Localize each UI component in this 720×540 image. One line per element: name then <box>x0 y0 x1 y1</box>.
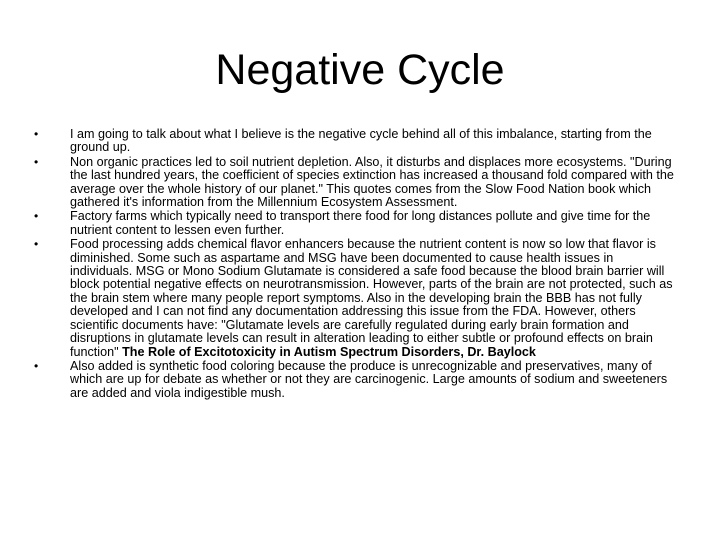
bullet-item-5 <box>34 360 674 400</box>
bullet-text-2: Non organic practices led to soil nutrient depletion. Also, it disturbs and displaces more ecosystems. "During the last hundred years, the coefficient of species extinction has increased a thousand fold compared with the average over the whole history of our planet." This quotes comes from the Slow Food Nation book which gathered it's information from the Millennium Ecosystem Assessment. <box>70 154 674 210</box>
bullet-icon: • <box>34 127 39 141</box>
citation-text: The Role of Excitotoxicity in Autism Spectrum Disorders, Dr. Baylock <box>122 344 536 359</box>
bullet-text-1: I am going to talk about what I believe is the negative cycle behind all of this imbalance, starting from the ground up. <box>70 127 652 155</box>
bullet-text-3: Factory farms which typically need to transport there food for long distances pollute and give time for the nutrient content to lessen even further. <box>70 209 651 237</box>
bullet-icon: • <box>34 154 39 169</box>
bullet-icon: • <box>34 237 39 252</box>
bullet-item-1 <box>34 128 674 155</box>
bullet-item-2 <box>34 156 674 210</box>
bullet-text-4: Food processing adds chemical flavor enhancers because the nutrient content is now so low that flavor is diminished. Some such as aspartame and MSG have been documented to cause health issues in individuals. MSG or Mono Sodium Glutamate is considered a safe food because the blood brain barrier will block potential negative effects on neurotransmission. However, parts of the brain are not protected, such as the brain stem where many people report symptoms. Also in the developing brain the BBB has not fully developed and I can not find any documentation addressing this issue from the FDA. However, others scientific documents have: "Glutamate levels are carefully regulated during early brain formation and disruptions in glutamate levels can result in alteration leading to either subtle or profound effects on brain function" <box>70 237 673 359</box>
bullet-text-5: Also added is synthetic food coloring because the produce is unrecognizable and preservatives, many of which are up for debate as whether or not they are carcinogenic. Large amounts of sodium and sweeteners are added and viola indigestible mush. <box>70 358 668 400</box>
slide-title: Negative Cycle <box>215 46 505 94</box>
bullet-item-4 <box>34 238 674 359</box>
bullet-icon: • <box>34 209 39 224</box>
bullet-icon: • <box>34 358 39 373</box>
bullet-list <box>34 128 674 401</box>
bullet-item-3 <box>34 210 674 237</box>
